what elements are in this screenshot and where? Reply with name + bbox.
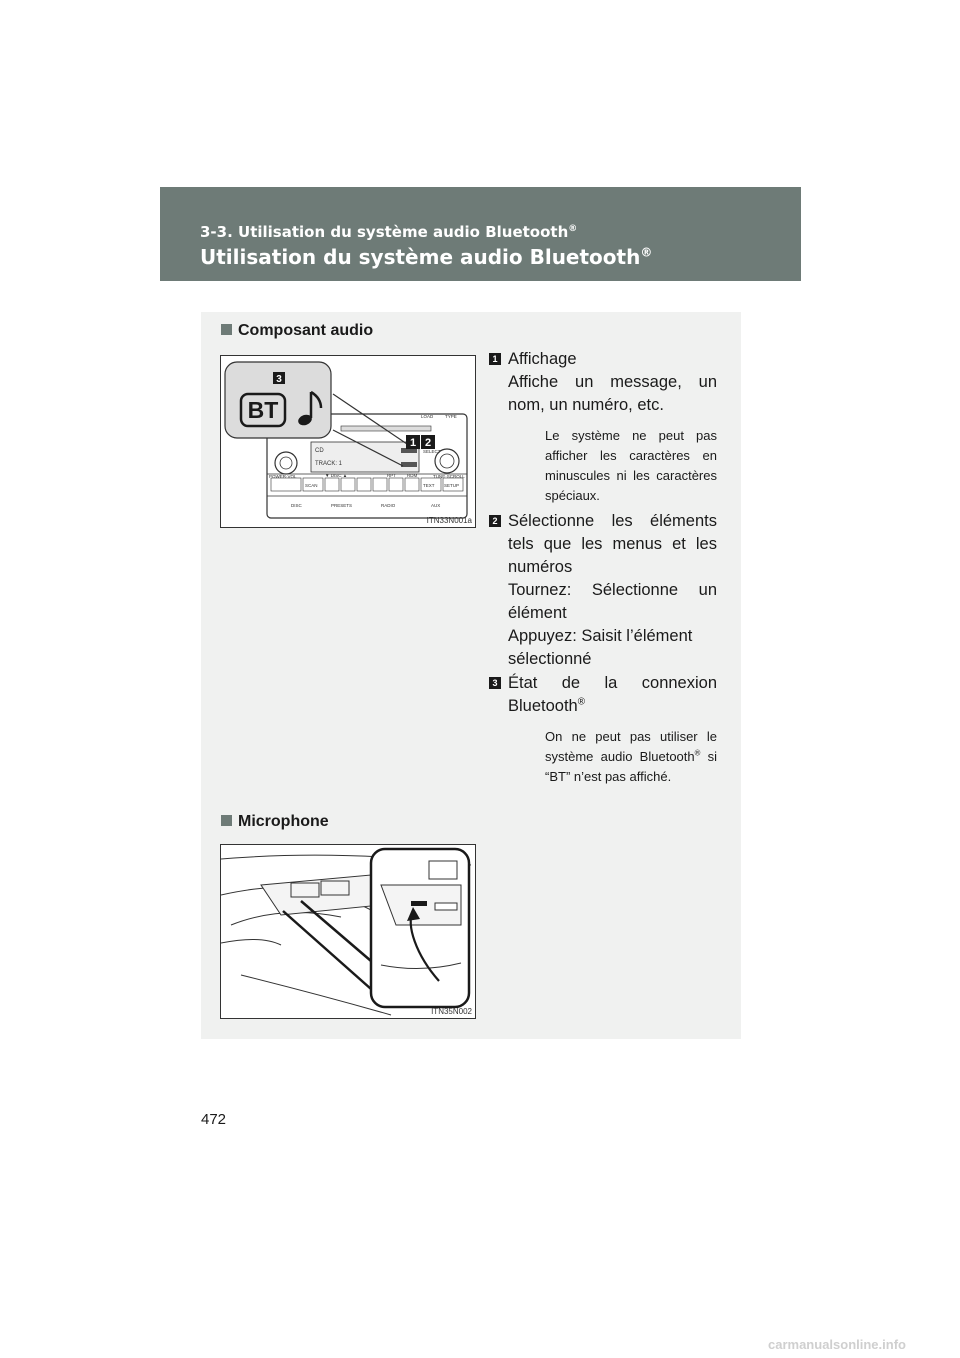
note-1	[489, 426, 717, 506]
badge-1-label: 1	[409, 437, 417, 449]
section-heading-mic: Microphone	[221, 813, 329, 831]
scan-label: SCAN	[305, 483, 318, 488]
display-cd-label: CD	[315, 448, 324, 454]
page-title: Utilisation du système audio Bluetooth®	[200, 245, 653, 269]
item-number: 3	[489, 677, 501, 689]
item-2-press: Appuyez: Saisit l’élément sélectionné	[508, 627, 693, 668]
text-label: TEXT	[423, 483, 435, 488]
item-number: 1	[489, 353, 501, 365]
item-2-turn: Tournez: Sélectionne un élément	[508, 581, 717, 622]
rpt-label: RPT	[387, 473, 396, 478]
note-1-text: Le système ne peut pas afficher les caractères en minuscules ni les caractères spéciaux.	[545, 428, 717, 503]
square-bullet-icon	[221, 815, 232, 826]
bt-indicator-label: BT	[247, 397, 279, 423]
content-panel	[201, 312, 741, 1039]
aux-label: AUX	[431, 503, 441, 508]
note-3	[489, 727, 717, 787]
item-2	[489, 510, 717, 671]
audio-unit-illustration	[221, 356, 475, 527]
badge-3-label: 3	[276, 374, 282, 385]
badge-2-label: 2	[424, 437, 432, 449]
page-number: 472	[201, 1111, 227, 1128]
chapter-header	[160, 187, 801, 281]
figure-code: ITN33N001a	[426, 516, 472, 525]
setup-label: SETUP	[444, 483, 460, 488]
power-vol-label: POWER·VOL	[269, 474, 297, 479]
item-number: 2	[489, 515, 501, 527]
load-label: LOAD	[421, 414, 434, 419]
footer-watermark[interactable]: carmanualsonline.info	[768, 1337, 906, 1352]
type-label: TYPE	[445, 414, 457, 419]
square-bullet-icon	[221, 324, 232, 335]
section-heading-audio: Composant audio	[221, 322, 373, 340]
note-3-text: On ne peut pas utiliser le système audio Bluetooth® si “BT” n’est pas affiché.	[545, 729, 717, 784]
microphone-illustration	[221, 845, 475, 1018]
item-3-title: État de la connexion Bluetooth®	[508, 674, 717, 715]
disc-arrows-label: ▼ DISC ▲	[325, 473, 348, 478]
select-label: SELECT	[423, 449, 441, 454]
audio-unit-figure	[220, 355, 476, 528]
microphone-figure	[220, 844, 476, 1019]
radio-label: RADIO	[381, 503, 396, 508]
display-track-label: TRACK: 1	[315, 461, 343, 467]
presets-label: PRESETS	[331, 503, 353, 508]
item-1-title: Affichage	[508, 350, 577, 368]
item-1	[489, 348, 717, 417]
figure-code: ITN35N002	[431, 1007, 472, 1016]
item-1-description: Affiche un message, un nom, un numéro, etc.	[508, 373, 717, 414]
chapter-subtitle: 3-3. Utilisation du système audio Bluetooth®	[200, 223, 578, 241]
item-3	[489, 672, 717, 718]
item-2-title: Sélectionne les éléments tels que les menus et les numéros	[508, 512, 717, 576]
tune-scroll-label: TUNE·SCROLL	[433, 474, 465, 479]
rdm-label: RDM	[407, 473, 418, 478]
disc-label: DISC	[291, 503, 302, 508]
